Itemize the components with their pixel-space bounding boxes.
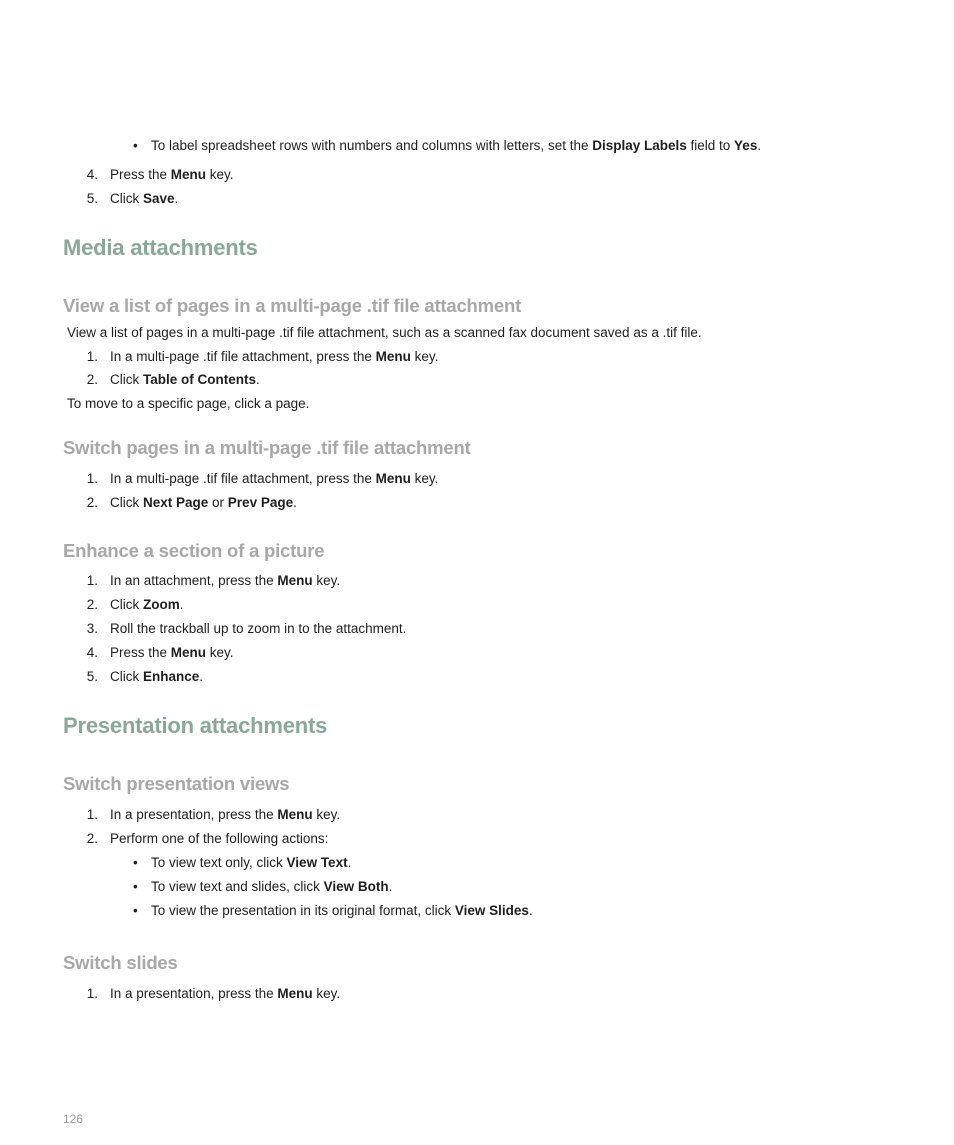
step-item: 5. Click Save. <box>86 191 179 206</box>
subsection-heading: Switch pages in a multi-page .tif file attachment <box>63 437 471 458</box>
step-item: 1. In an attachment, press the Menu key. <box>86 573 341 588</box>
step-item: 1. In a multi-page .tif file attachment, press the Menu key. <box>86 471 439 486</box>
bullet-item: • To view text and slides, click View Both. <box>133 879 393 894</box>
step-item: 4. Press the Menu key. <box>86 645 234 660</box>
bullet-item: • To view the presentation in its original format, click View Slides. <box>133 903 533 918</box>
bullet-item: • To label spreadsheet rows with numbers and columns with letters, set the Display Labels field to Yes. <box>133 138 762 153</box>
subsection-heading: Switch slides <box>63 952 178 973</box>
step-item: 3. Roll the trackball up to zoom in to the attachment. <box>86 621 407 636</box>
step-item: 2. Click Next Page or Prev Page. <box>86 495 297 510</box>
step-item: 2. Perform one of the following actions: <box>86 831 329 846</box>
step-item: 4. Press the Menu key. <box>86 167 234 182</box>
paragraph: View a list of pages in a multi-page .tif file attachment, such as a scanned fax document saved as a .tif file. <box>67 325 702 340</box>
step-item: 1. In a multi-page .tif file attachment, press the Menu key. <box>86 349 439 364</box>
step-item: 1. In a presentation, press the Menu key. <box>86 986 341 1001</box>
subsection-heading: Switch presentation views <box>63 773 290 794</box>
section-heading-presentation: Presentation attachments <box>63 713 328 738</box>
step-item: 2. Click Table of Contents. <box>86 372 260 387</box>
page-number: 126 <box>63 1112 84 1126</box>
subsection-heading: Enhance a section of a picture <box>63 540 325 561</box>
section-heading-media: Media attachments <box>63 235 258 260</box>
step-item: 1. In a presentation, press the Menu key. <box>86 807 341 822</box>
bullet-item: • To view text only, click View Text. <box>133 855 352 870</box>
step-item: 2. Click Zoom. <box>86 597 184 612</box>
subsection-heading: View a list of pages in a multi-page .tif file attachment <box>63 295 522 316</box>
step-item: 5. Click Enhance. <box>86 669 204 684</box>
paragraph: To move to a specific page, click a page. <box>67 396 310 411</box>
